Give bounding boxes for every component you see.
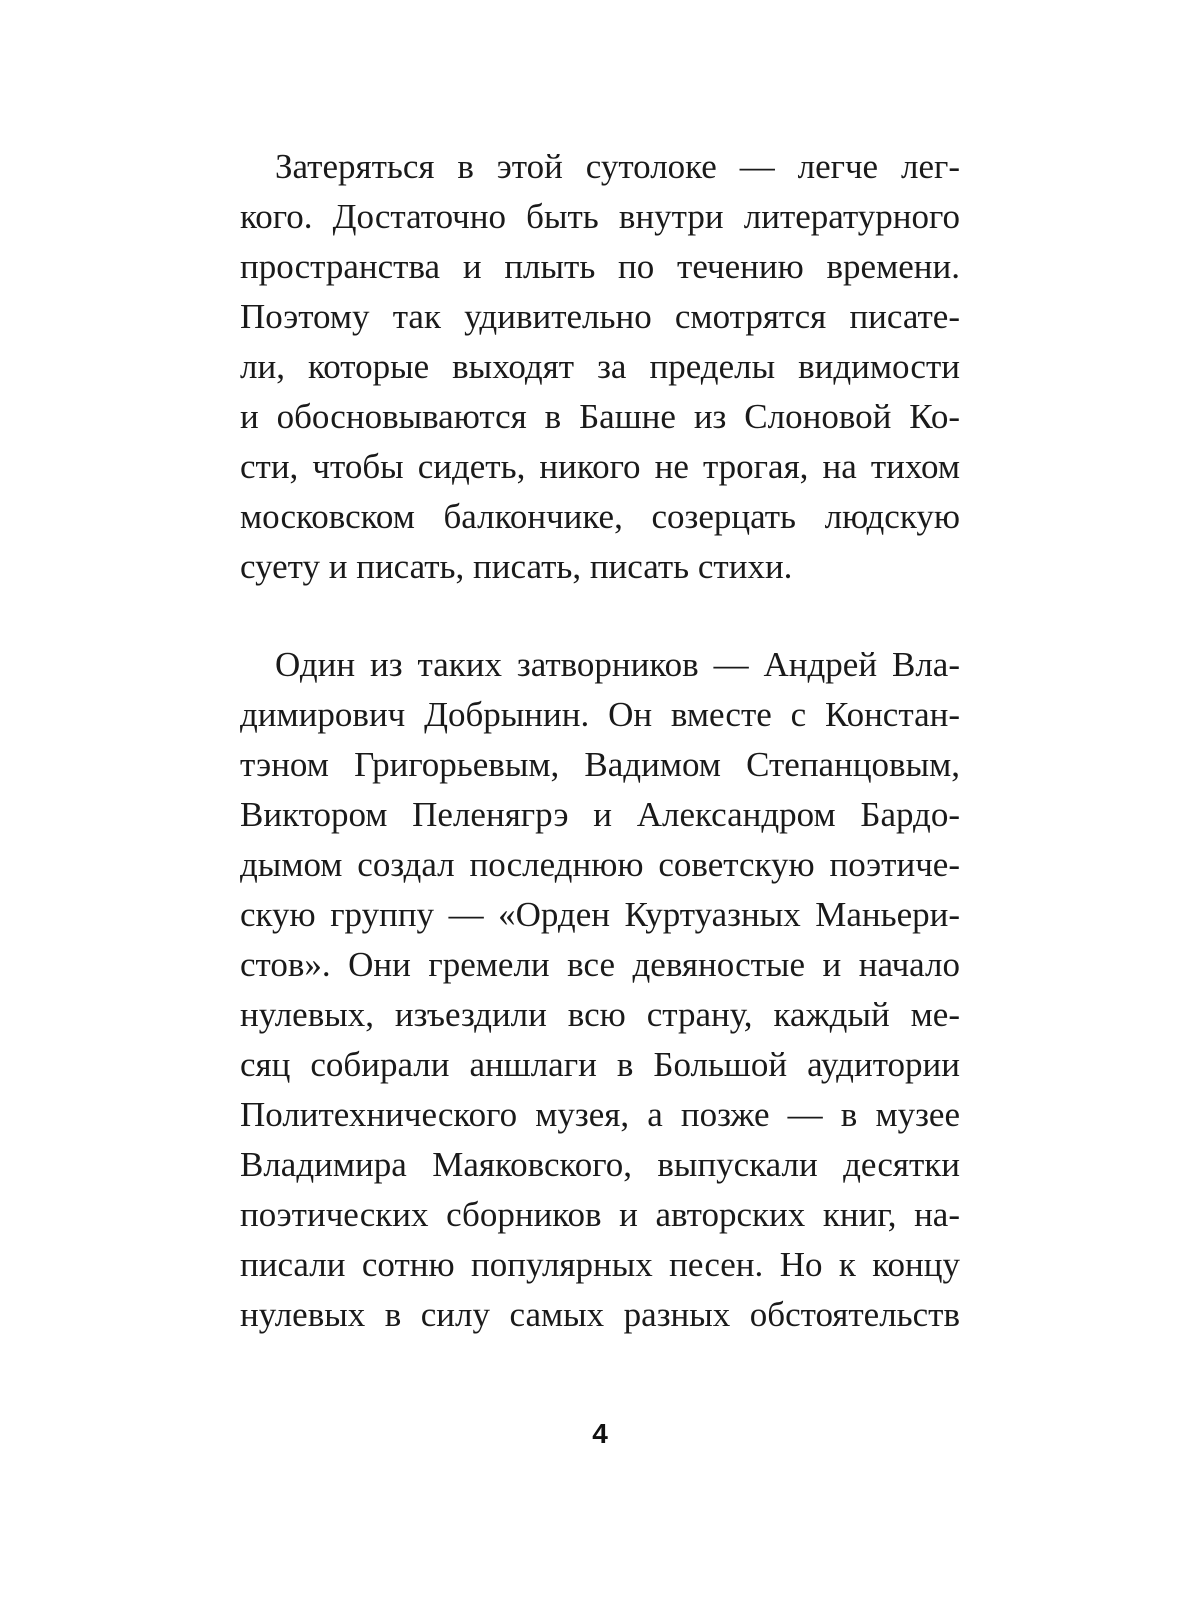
text-line: Виктором Пеленягрэ и Александром Бардо- (240, 795, 960, 834)
text-line: писали сотню популярных песен. Но к концу (240, 1245, 960, 1284)
text-line: Затеряться в этой сутолоке — легче лег- (240, 147, 960, 186)
text-line: Один из таких затворников — Андрей Вла- (240, 645, 960, 684)
text-line: димирович Добрынин. Он вместе с Констан- (240, 695, 960, 734)
text-line: пространства и плыть по течению времени. (240, 247, 960, 286)
text-line: скую группу — «Орден Куртуазных Маньери- (240, 895, 960, 934)
text-line: тэном Григорьевым, Вадимом Степанцовым, (240, 745, 960, 784)
text-line: ли, которые выходят за пределы видимости (240, 347, 960, 386)
text-line: нулевых в силу самых разных обстоятельств (240, 1295, 960, 1334)
text-line: нулевых, изъездили всю страну, каждый ме- (240, 995, 960, 1034)
body-text (240, 142, 960, 1340)
text-line: Владимира Маяковского, выпускали десятки (240, 1145, 960, 1184)
text-line: московском балкончике, созерцать людскую (240, 497, 960, 536)
text-line: кого. Достаточно быть внутри литературного (240, 197, 960, 236)
text-line: Политехнического музея, а позже — в музее (240, 1095, 960, 1134)
text-line: стов». Они гремели все девяностые и начало (240, 945, 960, 984)
text-line: Поэтому так удивительно смотрятся писате- (240, 297, 960, 336)
text-line: сяц собирали аншлаги в Большой аудитории (240, 1045, 960, 1084)
text-line: сти, чтобы сидеть, никого не трогая, на тихом (240, 447, 960, 486)
page-number: 4 (592, 1418, 608, 1449)
paragraph-1 (240, 142, 960, 592)
text-line: дымом создал последнюю советскую поэтиче- (240, 845, 960, 884)
text-line: суету и писать, писать, писать стихи. (240, 547, 793, 586)
paragraph-2 (240, 640, 960, 1340)
text-line: и обосновываются в Башне из Слоновой Ко- (240, 397, 960, 436)
paragraph-spacer (240, 592, 960, 640)
text-line: поэтических сборников и авторских книг, на- (240, 1195, 960, 1234)
